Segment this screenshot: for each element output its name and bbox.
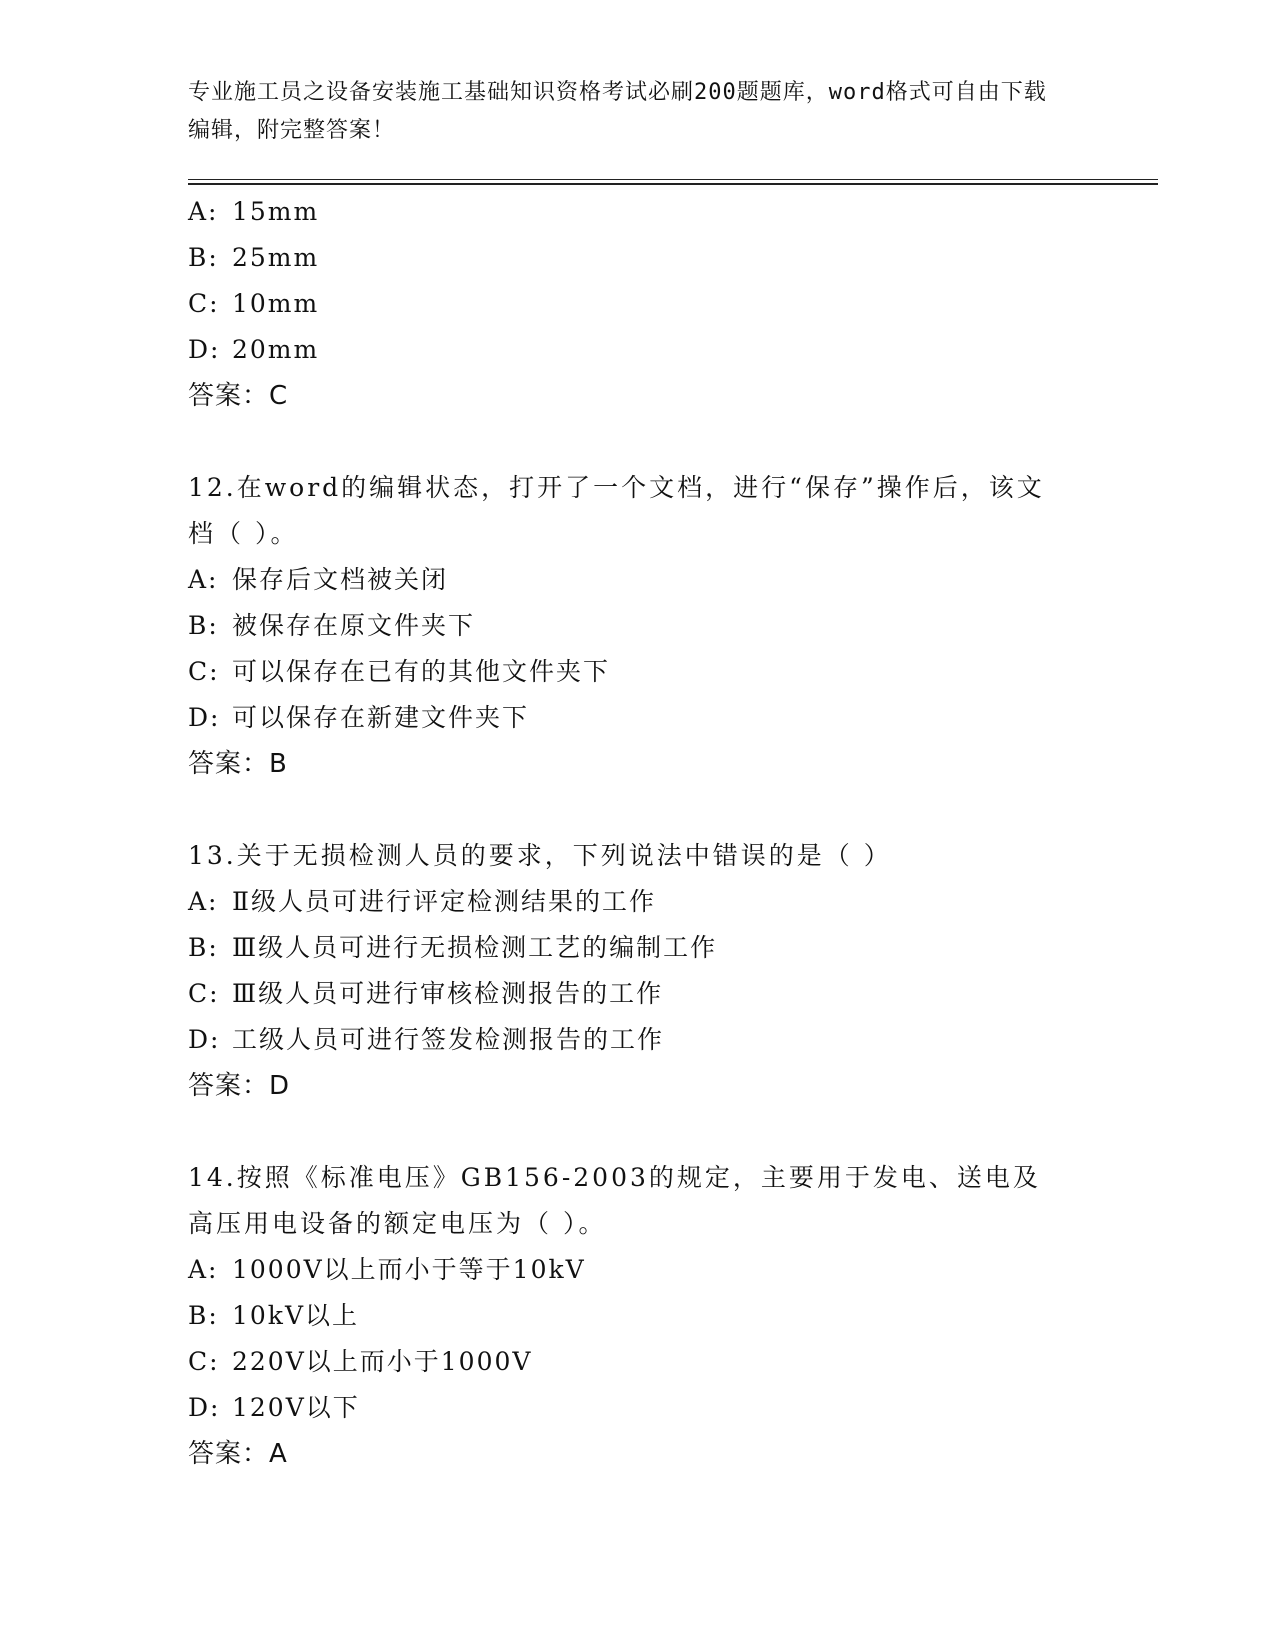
option-text: 可以保存在新建文件夹下	[232, 703, 530, 732]
answer-line: 答案：D	[188, 1071, 291, 1101]
option-letter: B:	[188, 611, 219, 640]
option-letter: D:	[188, 1025, 221, 1054]
option-b	[188, 925, 1088, 971]
question-content	[188, 189, 1088, 1477]
option-b	[188, 235, 1088, 281]
option-text: 1000V以上而小于等于10kV	[232, 1255, 586, 1284]
question-text: 12.在word的编辑状态，打开了一个文档，进行“保存”操作后，该文档（ ）。	[188, 473, 1045, 548]
header-divider-thin	[188, 179, 1158, 180]
header-divider-thick	[188, 183, 1158, 185]
option-b	[188, 603, 1088, 649]
option-c	[188, 1339, 1088, 1385]
option-text: 10mm	[232, 289, 320, 318]
option-letter: A:	[188, 565, 219, 594]
option-letter: C:	[188, 1347, 220, 1376]
option-d	[188, 327, 1088, 373]
option-d	[188, 695, 1088, 741]
option-letter: D:	[188, 335, 221, 364]
option-a	[188, 879, 1088, 925]
option-text: 120V以下	[232, 1393, 360, 1422]
question-14	[188, 1155, 1088, 1477]
option-text: 15mm	[232, 197, 320, 226]
option-d	[188, 1017, 1088, 1063]
option-text: 220V以上而小于1000V	[232, 1347, 533, 1376]
option-text: 工级人员可进行签发检测报告的工作	[232, 1025, 665, 1054]
option-letter: A:	[188, 197, 219, 226]
option-c	[188, 971, 1088, 1017]
question-text: 14.按照《标准电压》GB156-2003的规定，主要用于发电、送电及高压用电设备的额定电压为（ ）。	[188, 1163, 1041, 1238]
document-header-title: 专业施工员之设备安装施工基础知识资格考试必刷200题题库，word格式可自由下载编辑，附完整答案！	[188, 80, 1047, 143]
option-letter: C:	[188, 289, 220, 318]
option-text: 被保存在原文件夹下	[232, 611, 476, 640]
question-text: 13.关于无损检测人员的要求，下列说法中错误的是（ ）	[188, 841, 892, 870]
option-text: 可以保存在已有的其他文件夹下	[232, 657, 611, 686]
option-letter: D:	[188, 703, 221, 732]
option-text: Ⅲ级人员可进行无损检测工艺的编制工作	[232, 933, 718, 962]
option-text: Ⅱ级人员可进行评定检测结果的工作	[232, 887, 656, 916]
option-a	[188, 1247, 1088, 1293]
question-12	[188, 465, 1088, 787]
option-letter: D:	[188, 1393, 221, 1422]
option-d	[188, 1385, 1088, 1431]
option-text: 20mm	[232, 335, 320, 364]
option-a	[188, 557, 1088, 603]
answer-line: 答案：C	[188, 381, 289, 411]
answer-line: 答案：A	[188, 1439, 288, 1469]
option-text: Ⅲ级人员可进行审核检测报告的工作	[232, 979, 664, 1008]
option-letter: A:	[188, 887, 219, 916]
partial-question-11	[188, 189, 1088, 419]
option-letter: C:	[188, 979, 220, 1008]
option-b	[188, 1293, 1088, 1339]
option-text: 保存后文档被关闭	[232, 565, 449, 594]
option-a	[188, 189, 1088, 235]
answer-line: 答案：B	[188, 749, 288, 779]
option-letter: A:	[188, 1255, 219, 1284]
option-text: 25mm	[232, 243, 320, 272]
question-13	[188, 833, 1088, 1109]
option-c	[188, 281, 1088, 327]
option-letter: C:	[188, 657, 220, 686]
option-c	[188, 649, 1088, 695]
option-letter: B:	[188, 933, 219, 962]
option-letter: B:	[188, 1301, 219, 1330]
option-letter: B:	[188, 243, 219, 272]
option-text: 10kV以上	[232, 1301, 360, 1330]
